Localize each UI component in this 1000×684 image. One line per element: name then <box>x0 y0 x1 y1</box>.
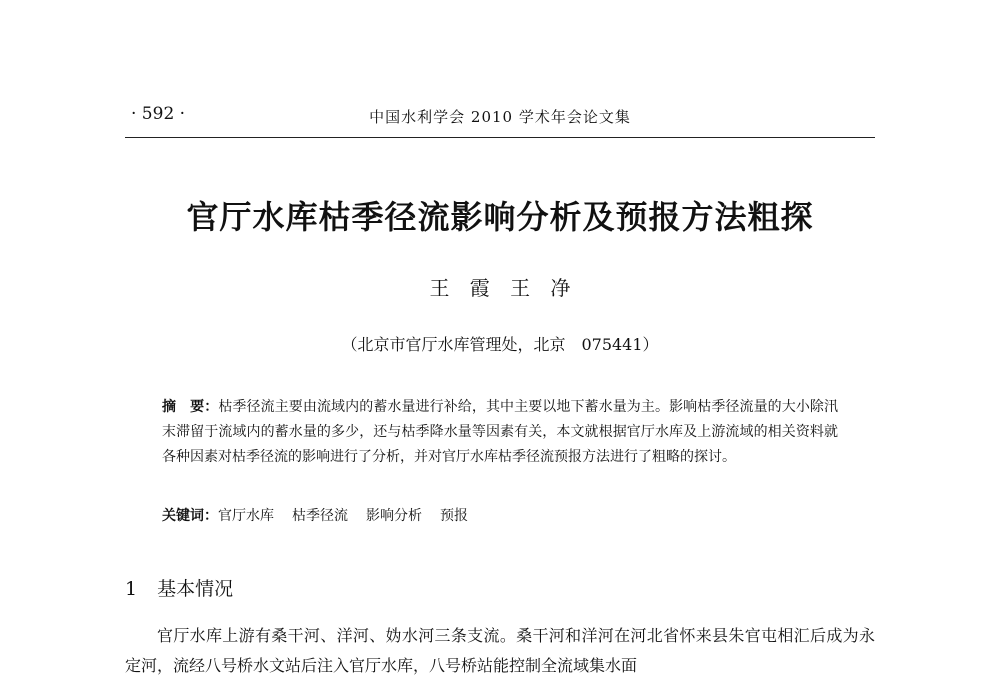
running-header-journal: 中国水利学会 2010 学术年会论文集 <box>369 108 631 126</box>
abstract-label: 摘 要： <box>162 399 219 415</box>
section-heading <box>125 574 233 601</box>
keyword-item: 官厅水库 <box>218 508 274 524</box>
keyword-item: 影响分析 <box>366 508 422 524</box>
abstract-text: 枯季径流主要由流域内的蓄水量进行补给，其中主要以地下蓄水量为主。影响枯季径流量的大小除汛末滞留于流域内的蓄水量的多少，还与枯季降水量等因素有关，本文就根据官厅水库及上游流域的相关资料就各种因素对枯季径流的影响进行了分析，并对官厅水库枯季径流预报方法进行了粗略的探讨。 <box>162 399 839 465</box>
paper-affiliation: （北京市官厅水库管理处，北京 075441） <box>341 335 659 354</box>
paper-title: 官厅水库枯季径流影响分析及预报方法粗探 <box>186 198 814 236</box>
keywords-label: 关键词： <box>162 508 218 524</box>
section-title: 基本情况 <box>157 578 234 600</box>
header-rule <box>125 137 875 138</box>
body-paragraph: 官厅水库上游有桑干河、洋河、妫水河三条支流。桑干河和洋河在河北省怀来县朱官屯相汇后成为永定河，流经八号桥水文站后注入官厅水库，八号桥站能控制全流域集水面 <box>125 626 875 675</box>
keyword-item: 预报 <box>440 508 468 524</box>
section-number: 1 <box>125 578 138 600</box>
abstract-block <box>162 395 838 470</box>
keyword-item: 枯季径流 <box>292 508 348 524</box>
keywords-block <box>162 504 838 529</box>
page-header-number: · 592 · <box>131 104 186 124</box>
paper-authors: 王 霞 王 净 <box>429 276 571 300</box>
